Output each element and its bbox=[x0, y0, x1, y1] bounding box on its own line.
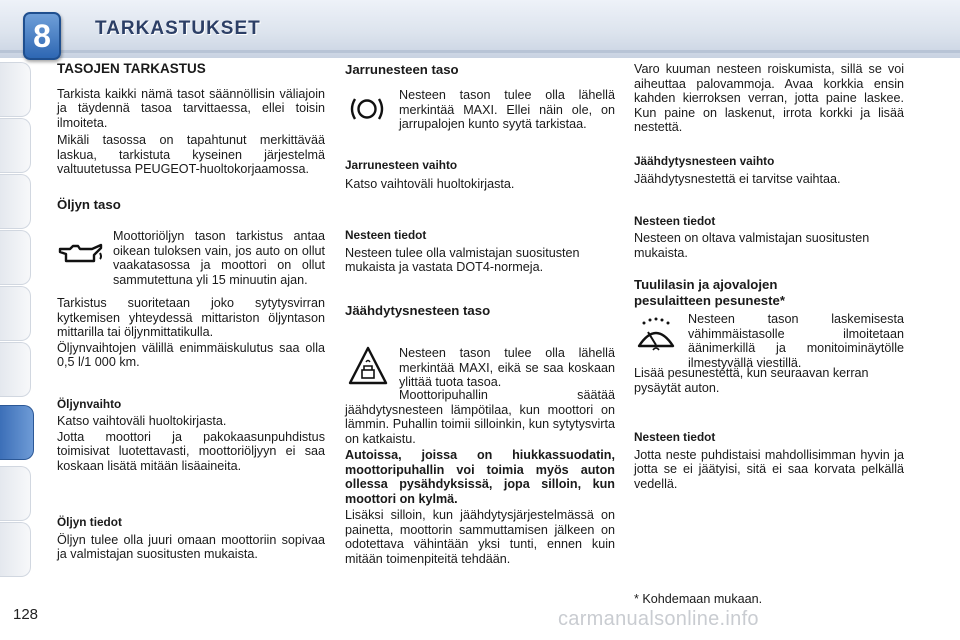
oil-change-heading: Öljynvaihto bbox=[57, 396, 122, 411]
oil-paragraph-1: Moottoriöljyn tason tarkistus antaa oikean tuloksen vain, jos auto on ollut vaakatasossa ja moottori on ollut sammutettuna yli 15 minuutin ajan. bbox=[113, 229, 325, 287]
side-tab-9[interactable] bbox=[0, 522, 31, 577]
washer-paragraph-2: Lisää pesunestettä, kun seuraavan kerran pysäytät auton. bbox=[634, 366, 869, 395]
coolant-change-heading: Jäähdytysnesteen vaihto bbox=[634, 153, 775, 168]
coolant-text-block bbox=[345, 388, 615, 566]
oil-info-block bbox=[57, 515, 325, 562]
washer-paragraph-1: Nesteen tason laskemisesta vähimmäistasolle ilmoitetaan äänimerkillä ja monitoiminäytölle ilmestyvällä viestillä. bbox=[688, 312, 904, 370]
brake-change-paragraph: Katso vaihtoväli huoltokirjasta. bbox=[345, 176, 515, 191]
side-tab-3[interactable] bbox=[0, 174, 31, 229]
chapter-number-badge: 8 bbox=[23, 12, 61, 60]
oil-text-block bbox=[57, 296, 325, 473]
oil-change-paragraph-2: Jotta moottori ja pakokaasunpuhdistus toimisivat luotettavasti, moottoriöljyyn ei saa koskaan lisätä mitään lisäaineita. bbox=[57, 429, 325, 473]
oil-paragraph-3: Öljynvaihtojen välillä enimmäiskulutus saa olla 0,5 l/1 000 km. bbox=[57, 340, 325, 369]
washer-fluid-icon bbox=[636, 316, 676, 354]
coolant-paragraph-3: Lisäksi silloin, kun jäähdytysjärjestelmässä on painetta, moottorin sammuttamisen jälkeen on odotettava vähintään yksi tunti, ennen kuin mitään toimenpiteitä tehdään. bbox=[345, 508, 615, 566]
watermark: carmanualsonline.info bbox=[558, 608, 759, 630]
oil-info-heading: Öljyn tiedot bbox=[57, 515, 122, 529]
side-tab-5[interactable] bbox=[0, 286, 31, 341]
brake-info-heading: Nesteen tiedot bbox=[345, 228, 427, 242]
oil-can-icon bbox=[56, 240, 104, 268]
chapter-title: TARKASTUKSET bbox=[95, 18, 261, 39]
oil-level-heading: Öljyn taso bbox=[57, 196, 121, 212]
washer-info-heading: Nesteen tiedot bbox=[634, 430, 716, 444]
coolant-warning: Autoissa, joissa on hiukkassuodatin, moottoripuhallin voi toimia myös auton ollessa pysähdyksissä, jopa silloin, kun moottori on kylmä. bbox=[345, 448, 615, 506]
coolant-heading: Jäähdytysnesteen taso bbox=[345, 302, 491, 318]
coolant-paragraph-2: Moottoripuhallin säätää jäähdytysnesteen lämpötilaa, kun moottori on lämmin. Puhallin toimii silloinkin, kun sytytysvirta on katkaistu. bbox=[345, 388, 615, 446]
washer-text-block bbox=[634, 366, 904, 491]
brake-fluid-heading: Jarrunesteen taso bbox=[345, 62, 459, 77]
footnote: * Kohdemaan mukaan. bbox=[634, 592, 763, 606]
washer-paragraph-1-wrap bbox=[688, 312, 904, 370]
page-number: 128 bbox=[13, 606, 39, 623]
washer-info-paragraph: Jotta neste puhdistaisi mahdollisimman hyvin ja jotta se ei jäätyisi, sitä ei saa korvata pelkällä vedellä. bbox=[634, 447, 904, 491]
intro-paragraph-1: Tarkista kaikki nämä tasot säännöllisin väliajoin ja täydennä tasoa tarvittaessa, ellei toisin ilmoiteta. bbox=[57, 86, 325, 130]
coolant-paragraph-1: Nesteen tason tulee olla lähellä merkintää MAXI, eikä se saa koskaan ylittää tuota tasoa. bbox=[399, 346, 615, 389]
brake-paragraph-wrap bbox=[399, 88, 615, 132]
coolant-change-paragraph: Jäähdytysnestettä ei tarvitse vaihtaa. bbox=[634, 172, 841, 186]
brake-info-paragraph: Nesteen tulee olla valmistajan suositusten mukaista ja vastata DOT4-normeja. bbox=[345, 245, 580, 274]
washer-heading-line-1: Tuulilasin ja ajovalojen bbox=[634, 277, 778, 292]
column-right bbox=[634, 62, 904, 309]
header-divider bbox=[0, 50, 960, 53]
coolant-info-heading: Nesteen tiedot bbox=[634, 213, 716, 228]
oil-paragraph-1-wrap bbox=[113, 229, 325, 287]
side-tab-8[interactable] bbox=[0, 466, 31, 521]
column-left bbox=[57, 62, 325, 213]
brake-heading-wrap bbox=[345, 62, 615, 78]
section-heading: TASOJEN TARKASTUS bbox=[57, 61, 206, 76]
oil-info-paragraph: Öljyn tulee olla juuri omaan moottoriin sopivaa ja valmistajan suositusten mukaista. bbox=[57, 532, 325, 561]
oil-paragraph-2: Tarkistus suoritetaan joko sytytysvirran kytkemisen yhteydessä mittariston öljyntason mittarilla tai öljynmittatikulla. bbox=[57, 296, 325, 339]
brake-fluid-paragraph: Nesteen tason tulee olla lähellä merkintää MAXI. Ellei näin ole, on jarrupalojen kunto syytä tarkistaa. bbox=[399, 88, 615, 131]
coolant-hazard-icon bbox=[347, 345, 389, 387]
coolant-paragraph-1-wrap bbox=[399, 346, 615, 390]
side-tab-6[interactable] bbox=[0, 342, 31, 397]
intro-paragraph-2: Mikäli tasossa on tapahtunut merkittävää laskua, tarkistuta kyseinen järjestelmä valtuutetussa PEUGEOT-huoltokorjaamossa. bbox=[57, 133, 325, 176]
footnote-wrap bbox=[634, 592, 904, 607]
side-tab-4[interactable] bbox=[0, 230, 31, 285]
side-tab-active[interactable] bbox=[0, 405, 34, 460]
brake-warning-icon bbox=[348, 94, 386, 124]
oil-change-paragraph-1: Katso vaihtoväli huoltokirjasta. bbox=[57, 414, 227, 428]
side-tab-2[interactable] bbox=[0, 118, 31, 173]
caution-paragraph: Varo kuuman nesteen roiskumista, sillä se voi aiheuttaa palovammoja. Avaa korkkia ensin kahden kierroksen verran, jotta paine laskee. Kun paine on laskenut, irrota korkki ja lisää nestettä. bbox=[634, 62, 904, 134]
coolant-info-paragraph: Nesteen on oltava valmistajan suositusten mukaista. bbox=[634, 231, 870, 260]
brake-text-block bbox=[345, 158, 615, 319]
brake-change-heading: Jarrunesteen vaihto bbox=[345, 158, 458, 172]
washer-heading-line-2: pesulaitteen pesuneste* bbox=[634, 293, 785, 308]
side-tab-1[interactable] bbox=[0, 62, 31, 117]
